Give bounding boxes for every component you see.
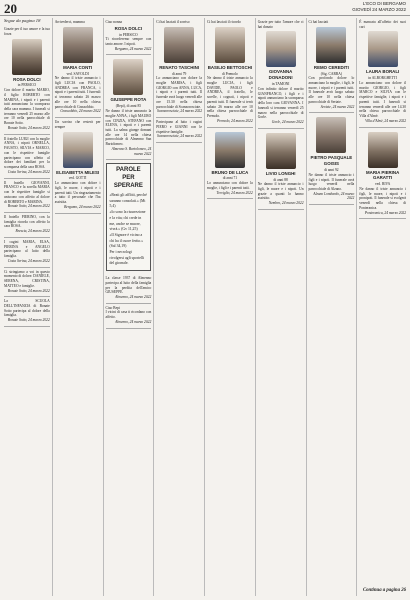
notice-text: Con infinito dolore il marito GIANFRANCO, i figli e i nipoti annunciano la scomparsa della loro cara GIOVANNA. I funerali si terranno venerdì 25 marzo nella parrocchiale di Gorle. (257, 86, 304, 120)
notice-place-date: Alzano Lombardo, 24 marzo 2022 (313, 191, 355, 201)
newspaper-name: L'ECO DI BERGAMO (362, 1, 406, 6)
deceased-detail: (Sig. CARRA) (320, 71, 343, 76)
notice-place-date: Nembro, 24 marzo 2022 (268, 201, 304, 206)
deceased-detail: di anni 88 (273, 177, 288, 182)
column-7 (307, 18, 358, 596)
page-header (0, 0, 410, 16)
obituary-notice (106, 274, 152, 304)
notice-text: Il fratello PIERINO, con la famiglia ricorda con affetto la cara ROSA. (4, 214, 50, 229)
notice-text: Ne danno il triste annuncio la moglie LUCIA, i figli DAVIDE, PAOLO e ANDREA, il fratello, le sorelle, i cognati, i nipoti e parenti tutti. Il funerale si terrà sabato 26 marzo alle ore 10 nella chiesa parrocchiale di Premolo. (207, 76, 253, 119)
notice-text: Lo annunciano con dolore il marito GIORGIO, i figli MARCO e SILVIA con le rispettive famiglie, i nipoti e i parenti tutti. I funerali si terranno venerdì alle ore 14.30 nella chiesa parrocchiale di Villa d'Almè. (359, 81, 406, 119)
deceased-detail: ved. SAVOLDI (66, 71, 89, 76)
notice-epigraph: Ci hai lasciati (308, 20, 329, 24)
deceased-detail: di anni 79 (171, 71, 187, 76)
deceased-detail: in ALBORGHETTI (368, 76, 397, 81)
notice-epigraph: È mancata all'affetto dei suoi cari (359, 20, 406, 29)
deceased-detail: (Bepi), di anni 85 (115, 104, 142, 109)
page-number: 20 (4, 1, 17, 16)
notice-place-date: Scanzorosciate, 24 marzo 2022 (157, 134, 202, 139)
notice-text: La SCUOLA DELL'INFANZIA di Bonate Sotto partecipa al dolore della famiglia. (4, 299, 50, 318)
obituary-notice (106, 304, 152, 329)
portrait-photo (316, 117, 346, 153)
deceased-name: MARIA CONTI (63, 64, 93, 70)
deceased-name: BASILIO BETTOSCHI (207, 64, 253, 70)
column-6 (256, 18, 307, 596)
quotes-box-title: PAROLE PER SPERARE (113, 167, 143, 190)
obituary-notice (309, 113, 355, 205)
deceased-detail: in TAMONI (271, 82, 290, 87)
quote-line: Per i necrologi rivolgersi agli sportelli del giornale. (109, 249, 145, 266)
notice-place-date: Scanzorosciate, 24 marzo 2022 (157, 109, 202, 114)
notice-epigraph: Ci hai lasciati il sorriso (156, 20, 190, 24)
obituary-notice (106, 55, 152, 160)
portrait-photo (12, 39, 42, 75)
notice-text: Ne danno il triste annuncio i figli, le nuore e i nipoti. Un grazie a quanti lo hanno assistito. (257, 182, 304, 201)
obituary-notice (106, 18, 152, 55)
obituary-notice (359, 128, 406, 220)
notice-text: Con dolore il marito MARIO, il figlio ROBERTO con MARINA, i nipoti e i parenti tutti annunciano la scomparsa della cara mamma. I funerali si terranno venerdì 25 marzo alle ore 10 nella parrocchiale di Bonate Sotto. (4, 88, 50, 126)
obituary-notice (4, 179, 50, 213)
obituary-notice (207, 128, 253, 200)
quotes-box (106, 163, 152, 271)
obituary-notice (4, 297, 50, 327)
obituary-notice (156, 118, 202, 143)
obituary-notice (156, 18, 202, 118)
notice-place-date: Almenno S. Bartolomeo, 24 marzo 2022 (111, 146, 152, 156)
deceased-name: LIVIO LONGHI (265, 170, 296, 176)
deceased-name: ROSA DOLCI (13, 76, 41, 82)
quote-line: «Il Signore è vicino a chi ha il cuore ferito.» (Sal 34,19) (109, 232, 144, 249)
portrait-photo (63, 132, 93, 168)
notice-place-date: Brescia, 24 marzo 2022 (15, 229, 50, 234)
portrait-photo (368, 31, 398, 67)
notice-place-date: Bonate Sotto, 24 marzo 2022 (7, 288, 50, 293)
deceased-name: BRUNO DE LUCA (211, 169, 249, 175)
portrait-photo (164, 27, 194, 63)
notice-epigraph: Un sorriso che resterà per sempre (54, 120, 101, 129)
notice-text: Ne danno il triste annuncio i figli LUCIA con PAOLO, ANDREA con FRANCA, i nipoti e i parenti tutti. I funerali si terranno sabato 26 marzo alle ore 10 nella chiesa parrocchiale di Grassobbio. (54, 76, 101, 109)
continued-from: Segue da pagina 18 (4, 18, 41, 23)
deceased-name: REMO CEREDITI (313, 64, 349, 70)
notice-text: Partecipano al lutto i cugini PIERO e GIANNI con le rispettive famiglie. (156, 120, 202, 134)
deceased-name: ELISABETTA MILESI (56, 169, 100, 175)
quote-line: «Io sono la risurrezione e la vita; chi crede in me, anche se muore, vivrà.» (Gv 11,25) (109, 210, 146, 232)
notice-place-date: Bergamo, 24 marzo 2022 (64, 204, 101, 209)
notice-epigraph: Arrivederci, mamma (54, 20, 85, 24)
deceased-name: LAURA BORALI (365, 69, 400, 75)
deceased-detail: di anni 92 (324, 168, 339, 173)
deceased-detail: in PERSICO (119, 32, 138, 37)
obituary-notice (4, 238, 50, 268)
notice-place-date: Seriate, 24 marzo 2022 (320, 104, 355, 109)
deceased-name: RENATO TASCHINI (159, 64, 199, 70)
notice-text: I vicini di casa ti ricordano con affetto. (105, 310, 152, 320)
portrait-photo (266, 31, 296, 67)
deceased-detail: di Premolo (221, 71, 238, 76)
portrait-photo (316, 27, 346, 63)
notice-epigraph: Grazie per tutto l'amore che ci hai donato (257, 20, 304, 29)
deceased-detail: ved. RIVA (374, 182, 391, 187)
deceased-detail: di anni 71 (222, 176, 238, 181)
portrait-photo (215, 132, 245, 168)
obituary-columns (2, 18, 408, 596)
obituary-notice (4, 268, 50, 298)
notice-place-date: Costa Serina, 24 marzo 2022 (7, 258, 50, 263)
deceased-name: GIUSEPPE ROTA (110, 97, 147, 103)
notice-place-date: Bonate Sotto, 24 marzo 2022 (7, 204, 50, 209)
notice-text: Lo annunciano con dolore i figli, le nuore, i nipoti e i parenti tutti. Un ringraziamento a tutto il personale che l'ha assistita. (54, 181, 101, 205)
notice-place-date: Grassobbio, 24 marzo 2022 (60, 109, 101, 114)
column-8 (357, 18, 408, 596)
notice-place-date: Costa Serina, 24 marzo 2022 (7, 169, 50, 174)
notice-text: Il fratello LUIGI con la moglie ANNA, i nipoti ORNELLA, FAUSTO, SILVIA e MARCO, con le rispettive famiglie partecipano con affetto al dolore dei familiari per la scomparsa della cara ROSA. (4, 136, 50, 170)
notice-place-date: Villa d'Almè, 24 marzo 2022 (365, 118, 406, 123)
notice-text: Ne danno il triste annuncio i figli e i nipoti. Il funerale avrà luogo venerdì nella parrocchiale di Alzano. (308, 172, 355, 191)
notice-text: I cugini MARIA, ELSA, PIERINA e ANGELO partecipano al lutto della famiglia. (4, 239, 50, 259)
column-2 (53, 18, 104, 596)
continued-to: Continua a pagina 26 (362, 587, 406, 593)
notice-text: Ti ricorderemo sempre con tanto amore. I nipoti. (105, 37, 152, 47)
notice-place-date: Gorle, 24 marzo 2022 (271, 119, 304, 124)
portrait-photo (113, 59, 143, 95)
deceased-name: MARIA PIERINA GARATTI (365, 169, 400, 181)
notice-place-date: Almenno, 24 marzo 2022 (115, 319, 152, 324)
notice-text: Lo annunciano con dolore la moglie, i figli e i parenti tutti. (207, 181, 253, 190)
obituary-notice (4, 135, 50, 179)
column-4 (154, 18, 205, 596)
column-5 (205, 18, 256, 596)
notice-text: Lo annunciano con dolore la moglie MARISA, i figli GIORGIO con ANNA, LUCA, i nipoti e i parenti tutti. Il funerale avrà luogo venerdì alle ore 15.30 nella chiesa parrocchiale di Scanzorosciate. (156, 76, 202, 109)
obituary-notice (258, 129, 304, 210)
deceased-name: ROSA DOLCI (114, 25, 143, 31)
notice-place-date: Bonate Sotto, 24 marzo 2022 (7, 318, 50, 323)
obituary-notice (207, 18, 253, 128)
deceased-detail: in PERSICO (17, 83, 37, 88)
notice-place-date: Treviglio, 24 marzo 2022 (216, 190, 253, 195)
obituary-notice (55, 18, 101, 118)
notice-place-date: Bergamo, 24 marzo 2022 (114, 46, 152, 51)
notice-text: La classe 1937 di Almenno partecipa al lutto della famiglia per la perdita dell'amico GIUSEPPE. (105, 276, 152, 295)
notice-text: Con profondo dolore lo annunciano la moglie, i figli, le nuore, i nipoti e i parenti tutti. Il funerale avrà luogo sabato alle ore 10 nella chiesa parrocchiale di Seriate. (308, 76, 355, 104)
portrait-photo (368, 132, 398, 168)
notice-place-date: Premolo, 24 marzo 2022 (217, 118, 253, 123)
obituary-notice (55, 118, 101, 213)
column-3 (104, 18, 155, 596)
obituary-notice (359, 18, 406, 128)
masthead (352, 1, 406, 13)
obituary-notice (309, 18, 355, 113)
notice-text: Ci stringiamo a voi in questo momento di dolore. DANIELE, SERENA, CRISTINA, MATTEO e famiglie. (4, 269, 50, 288)
portrait-photo (215, 27, 245, 63)
deceased-name: GIOVANNA DONADONI (268, 69, 293, 81)
issue-date: GIOVEDÌ 24 MARZO 2022 (352, 6, 406, 12)
notice-epigraph: Grazie per il tuo amore e la tua forza (4, 27, 50, 36)
obituary-notice (258, 18, 304, 129)
quote-line: «Beati gli afflitti, perché saranno consolati.» (Mt 5,4) (109, 193, 147, 209)
notice-place-date: Almenno, 24 marzo 2022 (115, 294, 152, 299)
portrait-photo (266, 133, 296, 169)
notice-text: Il fratello GIOVANNI, FRANCO e la sorella MARIA con le rispettive famiglie si uniscono con affetto al dolore di ROBERTO e MARINA. (4, 180, 50, 204)
column-1 (2, 18, 53, 596)
portrait-photo (63, 27, 93, 63)
notice-text: Ne danno il triste annuncio la moglie ANNA, i figli MAURO con CINZIA, STEFANO con ELENA, i nipoti e i parenti tutti. La salma giunge domani alle ore 14 nella chiesa parrocchiale di Almenno San Bartolomeo. (105, 109, 152, 147)
notice-place-date: Ponteranica, 24 marzo 2022 (364, 210, 406, 215)
deceased-detail: ved. GOTTI (68, 176, 87, 181)
notice-place-date: Bonate Sotto, 24 marzo 2022 (7, 125, 50, 130)
notice-epigraph: Ciao nonna (105, 20, 122, 24)
deceased-name: PIETRO PASQUALE GOISIS (310, 155, 353, 167)
notice-epigraph: Ciao Bepi (105, 305, 120, 310)
obituary-notice (4, 25, 50, 135)
notice-epigraph: Ci hai lasciati il ricordo (207, 20, 241, 24)
obituary-notice (4, 213, 50, 238)
notice-text: Ne danno il triste annuncio i figli, le nuore, i nipoti e i pronipoti. Il funerale si svolgerà venerdì nella chiesa di Ponteranica. (359, 186, 406, 210)
